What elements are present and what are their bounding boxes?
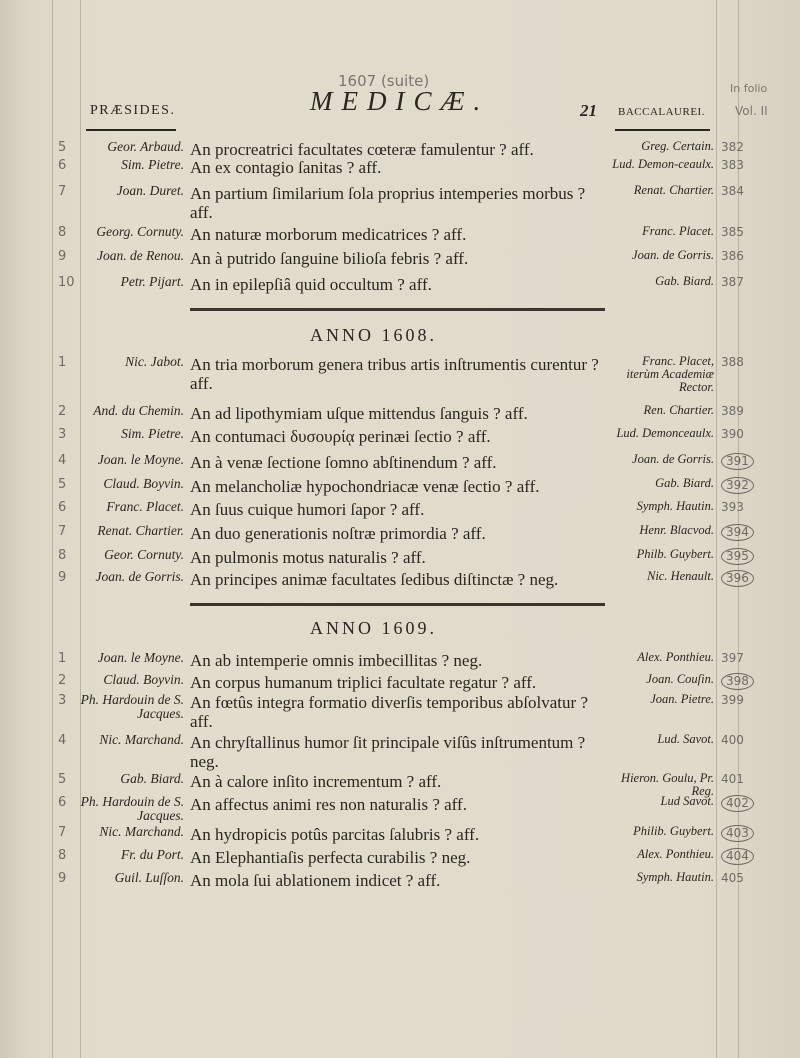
left-margin-rule xyxy=(52,0,53,1058)
catalogue-number xyxy=(721,140,744,154)
catalogue-number xyxy=(721,795,754,812)
catalogue-number xyxy=(721,548,754,565)
number-text: 384 xyxy=(721,184,744,198)
circled-number: 402 xyxy=(721,795,754,812)
catalogue-number xyxy=(721,184,744,198)
thesis-question: An in epilepſiâ quid occultum ? aff. xyxy=(190,275,432,294)
praeses-name: Nic. Marchand. xyxy=(99,732,184,747)
praeses-name: Franc. Placet. xyxy=(106,499,184,514)
praeses-name: Ph. Hardouin de S. Jacques. xyxy=(80,794,184,823)
baccalaureus-name: Lud Savot. xyxy=(660,794,714,808)
praeses-name: Guil. Luſſon. xyxy=(114,870,184,885)
thesis-question: An principes animæ facultates ſedibus diſtinctæ ? neg. xyxy=(190,570,559,589)
thesis-question: An corpus humanum triplici facultate regatur ? aff. xyxy=(190,673,537,692)
praesides-heading: PRÆSIDES. xyxy=(90,103,176,118)
circled-number: 398 xyxy=(721,673,754,690)
praeses-name: Joan. le Moyne. xyxy=(97,452,184,467)
header-rule-left xyxy=(86,129,176,131)
praeses-name: Joan. de Gorris. xyxy=(95,569,184,584)
page-title: MEDICÆ. xyxy=(310,86,490,116)
thesis-question: An à putrido ſanguine bilioſa febris ? aff. xyxy=(190,249,469,268)
baccalaurei-heading: BACCALAUREI. xyxy=(618,106,705,118)
catalogue-number xyxy=(721,825,754,842)
row-index: 3 xyxy=(58,693,67,708)
number-text: 389 xyxy=(721,404,744,418)
praeses-name: Geor. Arbaud. xyxy=(107,139,184,154)
baccalaureus-name: Renat. Chartier. xyxy=(633,183,714,197)
catalogue-number xyxy=(721,848,754,865)
circled-number: 395 xyxy=(721,548,754,565)
year-heading: ANNO 1608. xyxy=(310,325,437,345)
praeses-name: Nic. Jabot. xyxy=(125,354,184,369)
section-rule xyxy=(190,603,605,606)
thesis-question: An duo generationis noſtræ primordia ? aff. xyxy=(190,524,486,543)
volume-note: Vol. II xyxy=(735,104,768,118)
baccalaureus-name: Lud. Demonceaulx. xyxy=(616,426,714,440)
praeses-name: Gab. Biard. xyxy=(120,771,184,786)
catalogue-number xyxy=(721,524,754,541)
catalogue-number xyxy=(721,733,744,747)
catalogue-number xyxy=(721,772,744,786)
thesis-question: An pulmonis motus naturalis ? aff. xyxy=(190,548,426,567)
thesis-question: An ſuus cuique humori ſapor ? aff. xyxy=(190,500,425,519)
praeses-name: Claud. Boyvin. xyxy=(103,672,184,687)
catalogue-number xyxy=(721,871,744,885)
praeses-name: Claud. Boyvin. xyxy=(103,476,184,491)
circled-number: 394 xyxy=(721,524,754,541)
baccalaureus-name: Gab. Biard. xyxy=(655,476,714,490)
thesis-question: An fœtûs integra formatio diverſis temporibus abſolvatur ? aff. xyxy=(190,693,588,731)
praeses-name: Nic. Marchand. xyxy=(99,824,184,839)
praeses-name: Sim. Pietre. xyxy=(121,426,184,441)
catalogue-number xyxy=(721,673,754,690)
catalogue-number xyxy=(721,158,744,172)
number-text: 393 xyxy=(721,500,744,514)
row-index: 7 xyxy=(58,184,67,199)
baccalaureus-name: Joan. Couſin. xyxy=(646,672,714,686)
row-index: 9 xyxy=(58,871,67,886)
row-index: 2 xyxy=(58,673,67,688)
circled-number: 391 xyxy=(721,453,754,470)
row-index: 10 xyxy=(58,275,75,290)
baccalaureus-name: Philib. Guybert. xyxy=(633,824,714,838)
baccalaureus-name: Nic. Henault. xyxy=(646,569,714,583)
baccalaureus-name: Franc. Placet, iterùm Academiæ Rector. xyxy=(626,354,714,394)
catalogue-number xyxy=(721,427,744,441)
number-text: 400 xyxy=(721,733,744,747)
baccalaureus-name: Joan. de Gorris. xyxy=(632,248,714,262)
row-index: 4 xyxy=(58,453,67,468)
circled-number: 403 xyxy=(721,825,754,842)
thesis-question: An Elephantiaſis perfecta curabilis ? neg. xyxy=(190,848,471,867)
praeses-name: Renat. Chartier. xyxy=(97,523,184,538)
thesis-question: An ab intemperie omnis imbecillitas ? neg. xyxy=(190,651,483,670)
number-text: 401 xyxy=(721,772,744,786)
page-number: 21 xyxy=(580,101,597,120)
circled-number: 396 xyxy=(721,570,754,587)
thesis-question: An naturæ morborum medicatrices ? aff. xyxy=(190,225,467,244)
row-index: 7 xyxy=(58,825,67,840)
thesis-question: An ex contagio ſanitas ? aff. xyxy=(190,158,382,177)
thesis-question: An ad lipothymiam uſque mittendus ſanguis ? aff. xyxy=(190,404,528,423)
baccalaureus-name: Symph. Hautin. xyxy=(636,499,714,513)
baccalaureus-name: Symph. Hautin. xyxy=(636,870,714,884)
row-index: 6 xyxy=(58,158,67,173)
row-index: 5 xyxy=(58,140,67,155)
thesis-question: An hydropicis potûs parcitas ſalubris ? aff. xyxy=(190,825,480,844)
praeses-name: Fr. du Port. xyxy=(120,847,184,862)
number-text: 386 xyxy=(721,249,744,263)
row-index: 5 xyxy=(58,477,67,492)
margin-note: In folio xyxy=(730,82,768,95)
thesis-question: An procreatrici facultates cœteræ famulentur ? aff. xyxy=(190,140,534,159)
thesis-question: An chryſtallinus humor ſit principale viſûs inſtrumentum ? neg. xyxy=(190,733,586,771)
baccalaureus-name: Franc. Placet. xyxy=(642,224,714,238)
catalogue-number xyxy=(721,477,754,494)
row-index: 9 xyxy=(58,570,67,585)
number-text: 387 xyxy=(721,275,744,289)
thesis-question: An partium ſimilarium ſola proprius intemperies morbus ? aff. xyxy=(190,184,586,222)
number-text: 388 xyxy=(721,355,744,369)
row-index: 9 xyxy=(58,249,67,264)
baccalaureus-name: Ren. Chartier. xyxy=(643,403,714,417)
row-index: 3 xyxy=(58,427,67,442)
row-index: 6 xyxy=(58,500,67,515)
thesis-question: An à calore inſito incrementum ? aff. xyxy=(190,772,442,791)
row-index: 1 xyxy=(58,355,67,370)
catalogue-number xyxy=(721,249,744,263)
handwritten-annotation: 1607 (suite) xyxy=(338,72,430,90)
catalogue-number xyxy=(721,453,754,470)
praeses-name: Sim. Pietre. xyxy=(121,157,184,172)
right-column-rule xyxy=(716,0,717,1058)
year-heading: ANNO 1609. xyxy=(310,618,437,638)
row-index: 7 xyxy=(58,524,67,539)
thesis-question: An à venæ ſectione ſomno abſtinendum ? aff. xyxy=(190,453,497,472)
praeses-name: Geor. Cornuty. xyxy=(104,547,184,562)
number-text: 397 xyxy=(721,651,744,665)
catalogue-number xyxy=(721,355,744,369)
row-index: 8 xyxy=(58,225,67,240)
number-text: 383 xyxy=(721,158,744,172)
number-text: 390 xyxy=(721,427,744,441)
baccalaureus-name: Joan. Pietre. xyxy=(650,692,714,706)
praeses-name: Georg. Cornuty. xyxy=(96,224,184,239)
catalogue-number xyxy=(721,570,754,587)
praeses-name: Joan. le Moyne. xyxy=(97,650,184,665)
catalogue-number xyxy=(721,693,744,707)
number-text: 399 xyxy=(721,693,744,707)
baccalaureus-name: Gab. Biard. xyxy=(655,274,714,288)
thesis-question: An melancholiæ hypochondriacæ venæ ſectio ? aff. xyxy=(190,477,540,496)
thesis-question: An mola ſui ablationem indicet ? aff. xyxy=(190,871,441,890)
catalogue-number xyxy=(721,651,744,665)
catalogue-number xyxy=(721,500,744,514)
catalogue-number xyxy=(721,404,744,418)
row-index: 1 xyxy=(58,651,67,666)
number-text: 385 xyxy=(721,225,744,239)
baccalaureus-name: Lud. Savot. xyxy=(657,732,714,746)
praeses-name: And. du Chemin. xyxy=(93,403,184,418)
row-index: 2 xyxy=(58,404,67,419)
row-index: 4 xyxy=(58,733,67,748)
praeses-name: Ph. Hardouin de S. Jacques. xyxy=(80,692,184,721)
header-rule-right xyxy=(615,129,710,131)
praeses-name: Joan. Duret. xyxy=(116,183,184,198)
number-text: 382 xyxy=(721,140,744,154)
circled-number: 404 xyxy=(721,848,754,865)
thesis-question: An affectus animi res non naturalis ? aff. xyxy=(190,795,467,814)
baccalaureus-name: Alex. Ponthieu. xyxy=(637,650,714,664)
row-index: 8 xyxy=(58,548,67,563)
row-index: 8 xyxy=(58,848,67,863)
baccalaureus-name: Philb. Guybert. xyxy=(636,547,714,561)
catalogue-number xyxy=(721,225,744,239)
baccalaureus-name: Greg. Certain. xyxy=(641,139,714,153)
row-index: 5 xyxy=(58,772,67,787)
section-rule xyxy=(190,308,605,311)
baccalaureus-name: Lud. Demon-ceaulx. xyxy=(612,157,714,171)
baccalaureus-name: Joan. de Gorris. xyxy=(632,452,714,466)
row-index: 6 xyxy=(58,795,67,810)
catalogue-number xyxy=(721,275,744,289)
number-text: 405 xyxy=(721,871,744,885)
praeses-name: Petr. Pijart. xyxy=(120,274,184,289)
thesis-question: An tria morborum genera tribus artis inſtrumentis curentur ? aff. xyxy=(190,355,599,393)
praeses-name: Joan. de Renou. xyxy=(97,248,184,263)
circled-number: 392 xyxy=(721,477,754,494)
thesis-question: An contumaci δυσουρίᾳ perinæi ſectio ? aff. xyxy=(190,427,491,446)
baccalaureus-name: Henr. Blacvod. xyxy=(639,523,714,537)
baccalaureus-name: Alex. Ponthieu. xyxy=(637,847,714,861)
baccalaureus-name: Hieron. Goulu, Pr. Reg. xyxy=(621,771,714,798)
